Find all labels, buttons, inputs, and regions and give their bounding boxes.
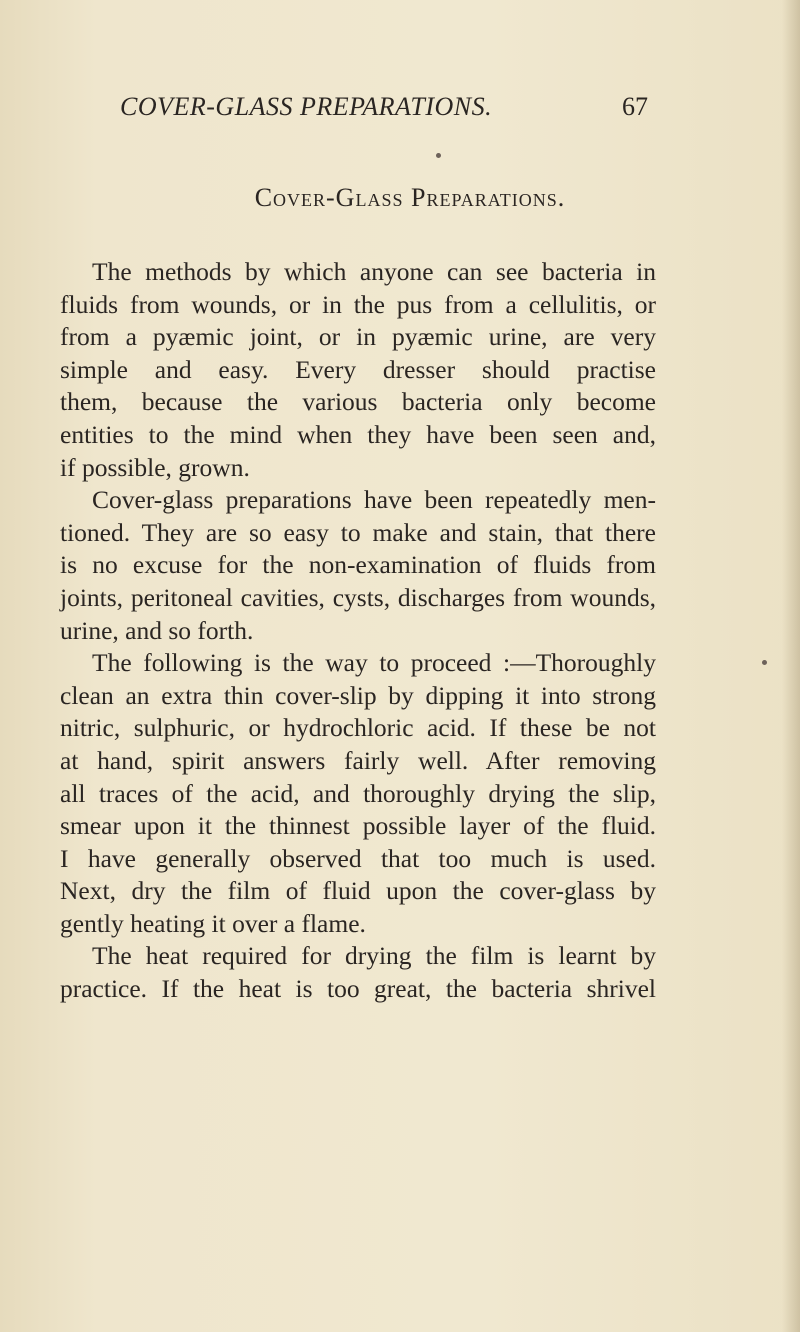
body-text xyxy=(60,256,656,1006)
text-line: Next, dry the film of fluid upon the cover-glass by xyxy=(60,876,656,906)
text-line: I have generally observed that too much is used. xyxy=(60,843,656,873)
text-line: them, because the various bacteria only become xyxy=(60,387,656,417)
section-heading: Cover-Glass Preparations. xyxy=(254,183,566,212)
text-line: The following is the way to proceed :—Thoroughly xyxy=(92,648,656,678)
running-title: COVER-GLASS PREPARATIONS. xyxy=(120,92,493,121)
printing-speck xyxy=(436,153,441,158)
text-line: joints, peritoneal cavities, cysts, discharges from wounds, xyxy=(60,582,656,612)
running-head xyxy=(0,92,800,132)
text-line: at hand, spirit answers fairly well. After removing xyxy=(60,745,656,775)
text-line: The methods by which anyone can see bacteria in xyxy=(92,257,656,286)
paragraph xyxy=(60,256,656,484)
text-line: gently heating it over a flame. xyxy=(60,908,366,938)
page-number: 67 xyxy=(622,92,648,121)
text-line: Cover-glass preparations have been repeatedly men- xyxy=(92,485,656,515)
text-line: smear upon it the thinnest possible layer of the fluid. xyxy=(60,811,656,841)
text-line: clean an extra thin cover-slip by dipping it into strong xyxy=(60,680,656,710)
paragraph xyxy=(60,940,656,1005)
text-line: if possible, grown. xyxy=(60,452,250,482)
text-line: fluids from wounds, or in the pus from a cellulitis, or xyxy=(60,289,656,319)
text-line: simple and easy. Every dresser should practise xyxy=(60,354,656,384)
paragraph xyxy=(60,647,656,940)
text-line: is no excuse for the non-examination of fluids from xyxy=(60,550,656,580)
text-line: all traces of the acid, and thoroughly drying the slip, xyxy=(60,778,656,808)
text-line: urine, and so forth. xyxy=(60,615,254,645)
text-line: practice. If the heat is too great, the bacteria shrivel xyxy=(60,974,656,1004)
text-line: entities to the mind when they have been seen and, xyxy=(60,419,656,449)
text-line: tioned. They are so easy to make and stain, that there xyxy=(60,517,656,547)
printing-speck xyxy=(762,660,767,665)
text-line: nitric, sulphuric, or hydrochloric acid. If these be not xyxy=(60,713,656,743)
text-line: The heat required for drying the film is learnt by xyxy=(92,941,656,971)
text-line: from a pyæmic joint, or in pyæmic urine, are very xyxy=(60,322,656,352)
paragraph xyxy=(60,484,656,647)
